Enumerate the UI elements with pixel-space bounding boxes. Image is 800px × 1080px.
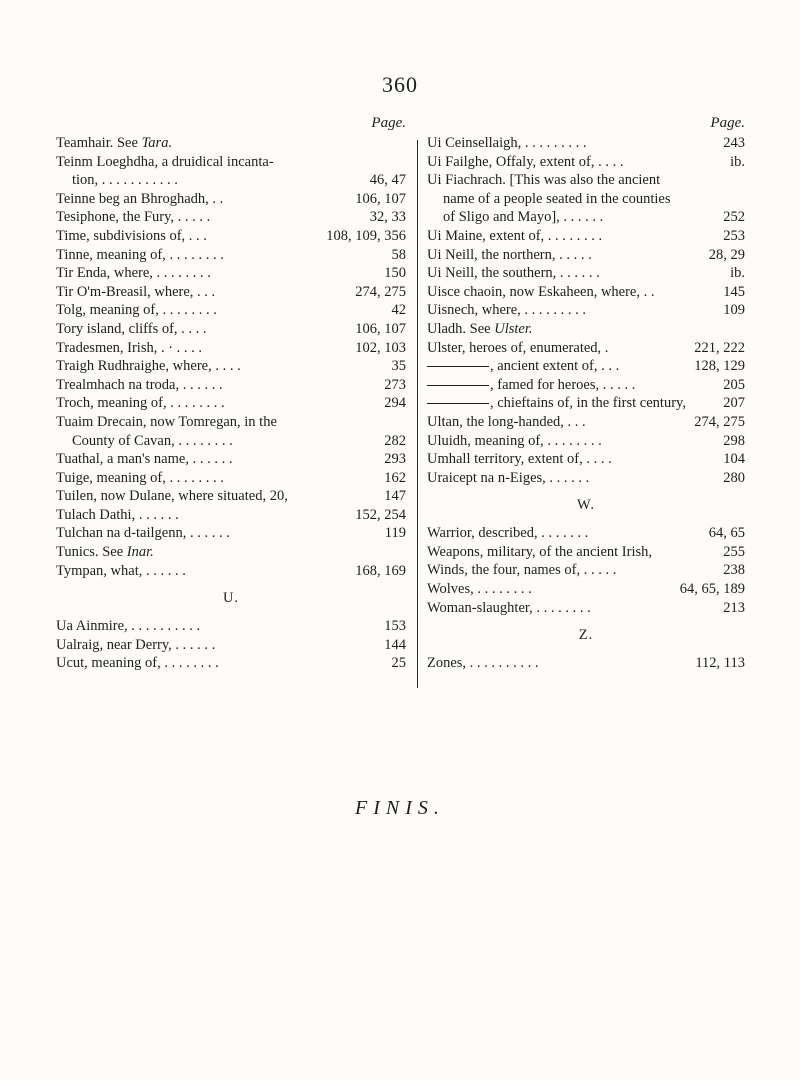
index-entry-crossref: Inar. — [126, 544, 154, 561]
index-list-w — [427, 524, 745, 617]
section-letter-z: Z. — [578, 627, 594, 644]
index-entry — [56, 134, 406, 153]
index-entry — [427, 599, 745, 618]
page-number: 360 — [382, 72, 418, 97]
index-entry-text: Winds, the four, names of, . . . . . — [427, 562, 617, 579]
index-entry-page: 112, 113 — [692, 654, 745, 673]
index-entry — [56, 171, 406, 190]
index-entry-page: 35 — [389, 357, 407, 376]
index-entry-text: Ualraig, near Derry, . . . . . . — [56, 636, 216, 653]
index-entry-text: Tesiphone, the Fury, . . . . . — [56, 209, 211, 226]
index-entry-text: Weapons, military, of the ancient Irish, — [427, 543, 652, 560]
index-entry-page: 32, 33 — [367, 208, 406, 227]
page-heading-left: Page. — [371, 115, 406, 131]
index-entry — [56, 339, 406, 358]
index-entry-page: 252 — [720, 208, 745, 227]
index-entry-text: Uladh. See — [427, 320, 495, 337]
index-entry-page: 298 — [720, 432, 745, 451]
index-entry-page: 104 — [720, 450, 745, 469]
index-list-t — [56, 134, 406, 580]
index-entry-page: 274, 275 — [691, 413, 745, 432]
index-entry — [427, 301, 745, 320]
index-entry-page: 147 — [381, 487, 406, 506]
index-entry-page: 58 — [389, 246, 407, 265]
index-entry — [56, 394, 406, 413]
index-entry-text: Zones, . . . . . . . . . . — [427, 655, 539, 672]
index-entry-page: 102, 103 — [352, 339, 406, 358]
index-entry-page: ib. — [727, 264, 745, 283]
index-entry-text: Tir Enda, where, . . . . . . . . — [56, 265, 211, 282]
index-entry — [56, 264, 406, 283]
index-entry — [427, 432, 745, 451]
index-entry — [427, 524, 745, 543]
ditto-dash — [427, 366, 489, 367]
index-entry-page: 108, 109, 356 — [323, 227, 406, 246]
index-entry-page: 243 — [720, 134, 745, 153]
index-entry-page: 205 — [720, 376, 745, 395]
index-entry — [56, 227, 406, 246]
index-entry-text: Tuilen, now Dulane, where situated, 20, — [56, 488, 288, 505]
index-entry-text: Trealmhach na troda, . . . . . . — [56, 376, 223, 393]
index-entry-page: 162 — [381, 469, 406, 488]
index-entry-page: 168, 169 — [352, 562, 406, 581]
index-entry-page: ib. — [727, 153, 745, 172]
index-entry-text: Uisnech, where, . . . . . . . . . — [427, 302, 587, 319]
index-entry-page: 106, 107 — [352, 320, 406, 339]
index-entry-text: Ui Failghe, Offaly, extent of, . . . . — [427, 153, 624, 170]
index-entry — [56, 432, 406, 451]
index-entry-text: Tolg, meaning of, . . . . . . . . — [56, 302, 217, 319]
index-entry-text: Teinne beg an Bhroghadh, . . — [56, 190, 224, 207]
ditto-dash — [427, 403, 489, 404]
index-entry-text: of Sligo and Mayo], . . . . . . — [443, 209, 604, 226]
index-entry-text: Wolves, . . . . . . . . — [427, 581, 532, 598]
index-entry — [56, 654, 406, 673]
index-entry-page: 213 — [720, 599, 745, 618]
index-entry-text: Troch, meaning of, . . . . . . . . — [56, 395, 225, 412]
index-entry-text: Uraicept na n-Eiges, . . . . . . — [427, 469, 590, 486]
index-entry-text: Tunics. See — [56, 544, 127, 561]
index-entry-page: 128, 129 — [691, 357, 745, 376]
index-entry-crossref: Tara. — [141, 135, 173, 151]
index-entry — [427, 469, 745, 488]
index-entry-text: Tir O'm-Breasil, where, . . . — [56, 283, 216, 300]
index-entry-page: 293 — [381, 450, 406, 469]
index-entry — [56, 153, 406, 172]
index-entry-page: 46, 47 — [367, 171, 406, 190]
index-entry — [56, 413, 406, 432]
index-entry-text: Tuaim Drecain, now Tomregan, in the — [56, 413, 277, 430]
index-entry-text: Traigh Rudhraighe, where, . . . . — [56, 358, 241, 375]
index-entry-text: Warrior, described, . . . . . . . — [427, 525, 589, 542]
index-entry — [56, 524, 406, 543]
index-entry-text: Tory island, cliffs of, . . . . — [56, 320, 207, 337]
index-entry — [56, 450, 406, 469]
index-entry-page: 152, 254 — [352, 506, 406, 525]
index-entry-page: 294 — [381, 394, 406, 413]
index-entry-text: County of Cavan, . . . . . . . . — [72, 432, 233, 449]
index-entry — [427, 413, 745, 432]
index-entry — [56, 617, 406, 636]
index-entry-text: Teinm Loeghdha, a druidical incanta- — [56, 153, 274, 170]
index-entry — [56, 469, 406, 488]
index-entry — [56, 506, 406, 525]
index-entry-text: Woman-slaughter, . . . . . . . . — [427, 599, 591, 616]
index-entry — [56, 283, 406, 302]
index-entry — [427, 283, 745, 302]
index-entry-text: Umhall territory, extent of, . . . . — [427, 451, 612, 468]
index-entry — [427, 153, 745, 172]
index-entry-page: 64, 65 — [706, 524, 745, 543]
index-entry — [427, 264, 745, 283]
index-entry-page: 274, 275 — [352, 283, 406, 302]
index-entry-text: name of a people seated in the counties — [443, 190, 671, 207]
index-entry-page: 119 — [382, 524, 406, 543]
index-entry — [56, 208, 406, 227]
section-letter-u: U. — [222, 590, 240, 607]
index-entry-text: Tuige, meaning of, . . . . . . . . — [56, 469, 224, 486]
index-entry-crossref: Ulster. — [494, 320, 533, 337]
index-entry — [56, 487, 406, 506]
index-entry-page: 153 — [381, 617, 406, 636]
index-entry-text: Tulchan na d-tailgenn, . . . . . . — [56, 525, 230, 542]
index-entry-page: 145 — [720, 283, 745, 302]
index-entry-text: Ui Fiachrach. [This was also the ancient — [427, 172, 661, 189]
index-list-z — [427, 654, 745, 673]
left-column — [56, 112, 406, 673]
index-entry-text: Ui Neill, the southern, . . . . . . — [427, 265, 600, 282]
index-entry-page: 207 — [720, 394, 745, 413]
index-entry — [427, 190, 745, 209]
right-column — [427, 112, 745, 673]
index-entry-page: 221, 222 — [691, 339, 745, 358]
index-entry-page: 255 — [720, 543, 745, 562]
index-entry-page: 28, 29 — [706, 246, 745, 265]
index-entry-text: Ucut, meaning of, . . . . . . . . — [56, 655, 219, 672]
index-entry — [427, 376, 745, 395]
index-entry-text: Ui Maine, extent of, . . . . . . . . — [427, 227, 603, 244]
index-entry-text: Tinne, meaning of, . . . . . . . . — [56, 246, 224, 263]
index-entry-text: Uisce chaoin, now Eskaheen, where, . . — [427, 283, 655, 300]
index-entry — [56, 246, 406, 265]
index-entry — [427, 208, 745, 227]
index-list-u-cont — [427, 134, 745, 487]
index-entry — [56, 190, 406, 209]
index-entry-text: Tulach Dathi, . . . . . . — [56, 506, 179, 523]
index-entry — [427, 450, 745, 469]
index-entry-text: Teamhair. See — [56, 135, 142, 151]
index-entry — [56, 301, 406, 320]
index-entry-page: 282 — [381, 432, 406, 451]
index-entry — [427, 580, 745, 599]
page-heading-right: Page. — [710, 115, 745, 131]
index-entry — [427, 134, 745, 153]
index-entry — [56, 376, 406, 395]
index-entry-page: 106, 107 — [352, 190, 406, 209]
index-entry — [427, 357, 745, 376]
index-entry — [427, 320, 745, 339]
index-entry-text: , chieftains of, in the first century, — [490, 395, 686, 412]
index-entry-text: , ancient extent of, . . . — [490, 358, 620, 375]
index-entry-page: 253 — [720, 227, 745, 246]
index-entry-text: Tradesmen, Irish, . · . . . . — [56, 339, 203, 356]
index-entry-text: Uluidh, meaning of, . . . . . . . . — [427, 432, 602, 449]
index-entry-text: Ui Neill, the northern, . . . . . — [427, 246, 592, 263]
index-entry-page: 238 — [720, 561, 745, 580]
index-entry-text: Ulster, heroes of, enumerated, . — [427, 339, 609, 356]
index-entry-text: Ultan, the long-handed, . . . — [427, 413, 586, 430]
index-entry-page: 64, 65, 189 — [677, 580, 745, 599]
index-entry-text: , famed for heroes, . . . . . — [490, 376, 636, 393]
index-entry — [56, 357, 406, 376]
index-entry-text: Tympan, what, . . . . . . — [56, 562, 186, 579]
index-entry — [56, 636, 406, 655]
index-entry-page: 25 — [389, 654, 407, 673]
index-entry — [56, 320, 406, 339]
index-entry — [427, 543, 745, 562]
index-entry — [56, 562, 406, 581]
index-entry-page: 280 — [720, 469, 745, 488]
ditto-dash — [427, 385, 489, 386]
index-entry — [427, 654, 745, 673]
section-letter-w: W. — [577, 497, 595, 514]
index-entry — [56, 543, 406, 562]
index-entry-page: 144 — [381, 636, 406, 655]
finis: FINIS. — [355, 797, 445, 819]
index-entry-text: Time, subdivisions of, . . . — [56, 227, 207, 244]
index-entry-text: Tuathal, a man's name, . . . . . . — [56, 451, 233, 468]
index-list-u — [56, 617, 406, 673]
index-entry — [427, 561, 745, 580]
index-entry — [427, 171, 745, 190]
index-entry — [427, 339, 745, 358]
index-entry — [427, 246, 745, 265]
index-entry-page: 42 — [389, 301, 407, 320]
index-entry-page: 109 — [720, 301, 745, 320]
index-entry-text: Ua Ainmire, . . . . . . . . . . — [56, 618, 201, 635]
index-entry-page: 150 — [381, 264, 406, 283]
index-entry-text: tion, . . . . . . . . . . . — [72, 172, 178, 189]
index-entry — [427, 394, 745, 413]
index-entry — [427, 227, 745, 246]
column-divider — [417, 140, 418, 688]
index-entry-text: Ui Ceinsellaigh, . . . . . . . . . — [427, 135, 587, 151]
index-entry-page: 273 — [381, 376, 406, 395]
